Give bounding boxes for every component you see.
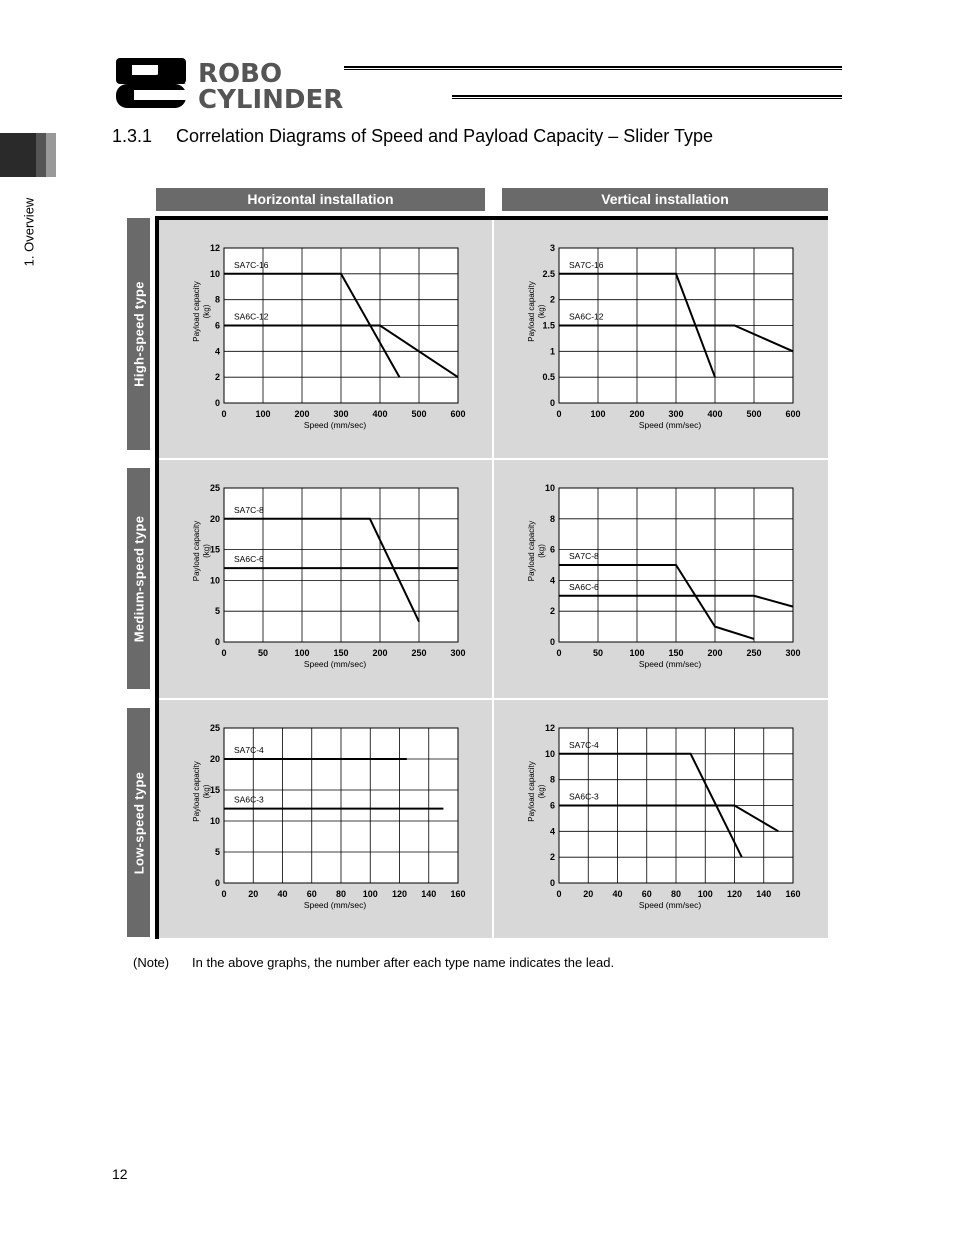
x-tick-label: 40 [612,889,623,899]
y-axis-label: Payload capacity(kg) [192,520,211,582]
y-tick-label: 15 [209,785,220,795]
y-tick-label: 8 [214,294,220,305]
x-tick-label: 300 [450,648,466,658]
x-tick-label: 100 [590,409,606,419]
chart-5 [527,723,801,910]
y-tick-label: 0 [549,398,555,408]
x-axis-label: Speed (mm/sec) [638,420,702,430]
y-tick-label: 12 [544,723,555,733]
y-tick-label: 1.5 [542,320,555,331]
chart-0 [192,243,466,430]
note-text: In the above graphs, the number after each type name indicates the lead. [192,955,615,970]
x-tick-label: 200 [707,648,723,658]
y-axis-label: Payload capacity(kg) [527,281,546,342]
x-axis-label: Speed (mm/sec) [303,900,367,910]
row-header-high-speed-label: High-speed type [131,281,146,387]
x-tick-label: 100 [629,648,645,658]
x-tick-label: 600 [450,409,466,419]
y-tick-label: 2 [549,606,555,617]
y-tick-label: 20 [209,754,220,764]
x-tick-label: 250 [746,648,762,658]
y-tick-label: 8 [549,774,555,785]
x-tick-label: 100 [294,648,310,658]
y-tick-label: 10 [209,816,220,826]
logo-word-cylinder: CYLINDER [198,85,344,110]
y-tick-label: 0 [214,878,220,888]
x-axis-label: Speed (mm/sec) [303,420,367,430]
y-tick-label: 4 [214,346,220,357]
column-header-horizontal: Horizontal installation [156,188,485,211]
x-tick-label: 400 [707,409,723,419]
grid-frame-top [155,216,828,220]
y-tick-label: 25 [209,483,220,493]
y-tick-label: 10 [544,483,555,493]
x-tick-label: 0 [221,409,227,419]
series-label: SA7C-8 [234,504,264,515]
x-tick-label: 500 [746,409,762,419]
x-tick-label: 0 [556,648,562,658]
x-tick-label: 160 [450,889,466,899]
side-chapter-label: 1. Overview [21,197,37,267]
note-tag: (Note) [133,955,170,970]
y-axis-label: Payload capacity(kg) [527,761,546,822]
y-tick-label: 5 [214,847,220,857]
x-axis-label: Speed (mm/sec) [303,659,367,669]
x-tick-label: 60 [641,889,652,899]
y-tick-label: 10 [209,575,220,586]
section-number: 1.3.1 [112,126,153,146]
column-header-vertical: Vertical installation [502,188,828,211]
y-tick-label: 10 [209,268,220,279]
x-tick-label: 250 [411,648,427,658]
y-tick-label: 0 [214,637,220,647]
x-tick-label: 0 [556,889,562,899]
x-tick-label: 50 [257,648,269,658]
x-tick-label: 100 [697,889,713,899]
y-tick-label: 2 [549,852,555,863]
y-tick-label: 3 [549,243,555,253]
y-tick-label: 4 [549,575,555,586]
x-tick-label: 300 [785,648,801,658]
x-tick-label: 160 [785,889,801,899]
series-label: SA6C-6 [569,581,599,592]
y-axis-label: Payload capacity(kg) [527,520,546,582]
x-tick-label: 60 [306,889,317,899]
chart-3 [527,483,801,669]
x-tick-label: 100 [362,889,378,899]
series-label: SA6C-3 [569,791,599,802]
series-label: SA6C-12 [234,311,269,322]
x-tick-label: 0 [556,409,562,419]
x-tick-label: 20 [583,889,594,899]
x-tick-label: 150 [333,648,349,658]
y-tick-label: 4 [549,826,555,837]
x-tick-label: 200 [294,409,310,419]
y-tick-label: 2.5 [542,268,555,279]
x-tick-label: 150 [668,648,684,658]
y-tick-label: 0.5 [542,372,555,383]
y-tick-label: 10 [544,748,555,759]
x-tick-label: 100 [255,409,271,419]
y-tick-label: 6 [549,544,555,555]
y-tick-label: 25 [209,723,220,733]
x-tick-label: 120 [391,889,408,899]
y-tick-label: 20 [209,513,220,524]
y-tick-label: 0 [549,637,555,647]
y-tick-label: 2 [549,294,555,305]
y-axis-label: Payload capacity(kg) [192,281,211,342]
x-tick-label: 600 [785,409,801,419]
note [133,955,614,970]
x-tick-label: 200 [629,409,645,419]
x-tick-label: 0 [221,648,227,658]
y-tick-label: 15 [209,544,220,555]
page-number: 12 [112,1166,128,1182]
y-tick-label: 8 [549,513,555,524]
x-tick-label: 80 [670,889,682,899]
series-label: SA6C-12 [569,311,604,322]
x-axis-label: Speed (mm/sec) [638,659,702,669]
x-tick-label: 50 [592,648,604,658]
chart-4 [192,723,466,910]
x-tick-label: 300 [333,409,349,419]
x-tick-label: 120 [726,889,743,899]
y-tick-label: 6 [549,800,555,811]
chart-1 [527,243,801,430]
y-tick-label: 2 [214,372,220,383]
x-tick-label: 140 [756,889,772,899]
x-tick-label: 80 [335,889,347,899]
series-label: SA7C-16 [234,259,269,270]
section-title-text: Correlation Diagrams of Speed and Payload Capacity – Slider Type [176,126,713,146]
series-label: SA7C-4 [569,739,599,750]
series-label: SA6C-3 [234,794,264,805]
y-tick-label: 12 [209,243,220,253]
y-tick-label: 0 [214,398,220,408]
y-tick-label: 0 [549,878,555,888]
x-tick-label: 20 [248,889,259,899]
y-tick-label: 1 [549,346,555,357]
series-label: SA7C-8 [569,551,599,561]
grid-frame-left [155,216,159,939]
x-tick-label: 140 [421,889,437,899]
x-tick-label: 400 [372,409,388,419]
series-label: SA7C-4 [234,745,264,755]
x-axis-label: Speed (mm/sec) [638,900,702,910]
x-tick-label: 500 [411,409,427,419]
x-tick-label: 200 [372,648,388,658]
chart-2 [192,483,466,669]
logo-word-robo: ROBO [198,59,283,89]
row-header-medium-speed-label: Medium-speed type [131,515,146,642]
y-tick-label: 6 [214,320,220,331]
x-tick-label: 300 [668,409,684,419]
series-label: SA7C-16 [569,259,604,270]
y-tick-label: 5 [214,606,220,617]
row-header-low-speed-label: Low-speed type [131,771,146,874]
x-tick-label: 0 [221,889,227,899]
y-axis-label: Payload capacity(kg) [192,761,211,822]
x-tick-label: 40 [277,889,288,899]
series-label: SA6C-6 [234,554,264,565]
